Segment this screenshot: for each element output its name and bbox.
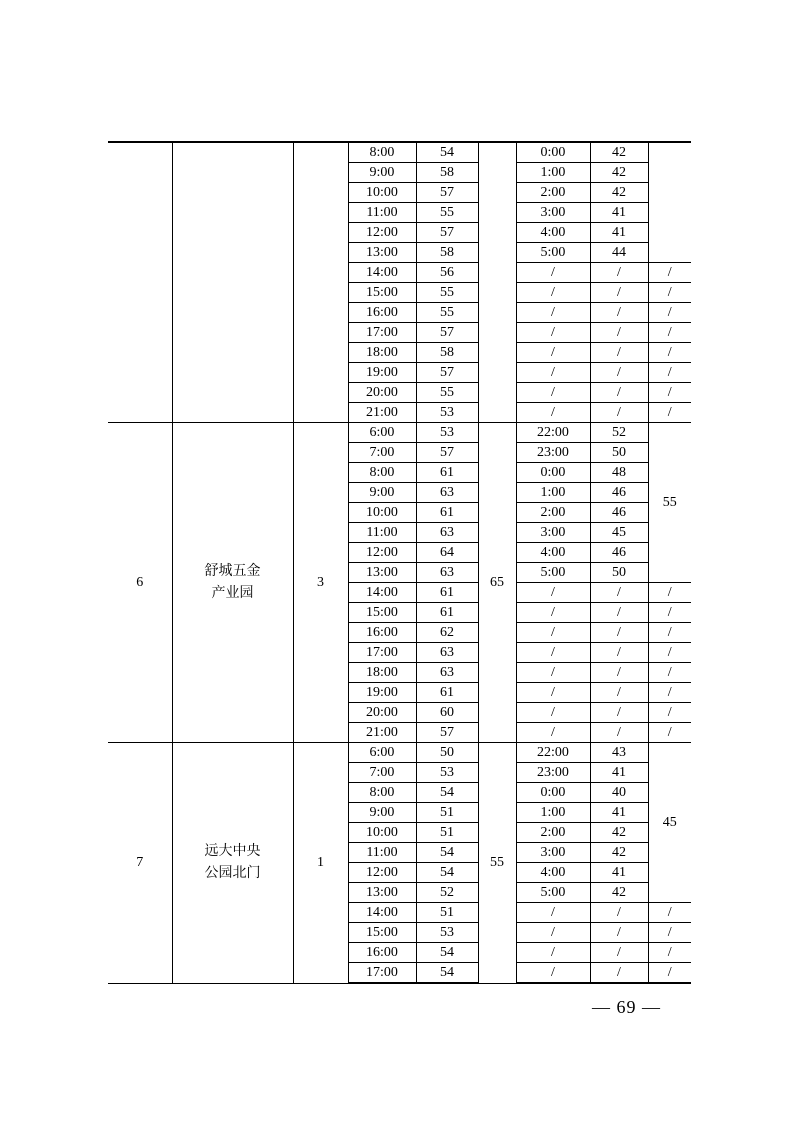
night-value-empty: / (590, 583, 648, 603)
point-count (293, 142, 348, 423)
day-value: 62 (416, 623, 478, 643)
night-limit-empty: / (648, 683, 691, 703)
night-limit: 45 (648, 743, 691, 903)
night-time-empty: / (516, 683, 590, 703)
night-time: 4:00 (516, 223, 590, 243)
day-value: 61 (416, 463, 478, 483)
night-value: 42 (590, 183, 648, 203)
night-value-empty: / (590, 723, 648, 743)
night-value: 44 (590, 243, 648, 263)
night-value-empty: / (590, 643, 648, 663)
day-value: 57 (416, 363, 478, 383)
night-time-empty: / (516, 703, 590, 723)
night-value-empty: / (590, 683, 648, 703)
night-limit-empty: / (648, 363, 691, 383)
night-value: 41 (590, 803, 648, 823)
night-limit-empty: / (648, 963, 691, 984)
day-time: 8:00 (348, 783, 416, 803)
day-value: 54 (416, 963, 478, 984)
night-time-empty: / (516, 903, 590, 923)
day-value: 52 (416, 883, 478, 903)
point-number (108, 142, 172, 423)
day-value: 54 (416, 142, 478, 163)
night-value: 46 (590, 503, 648, 523)
day-value: 53 (416, 763, 478, 783)
day-value: 61 (416, 683, 478, 703)
night-value: 42 (590, 142, 648, 163)
night-time-empty: / (516, 663, 590, 683)
night-time: 1:00 (516, 803, 590, 823)
point-name-line: 远大中央 (204, 843, 261, 859)
night-value: 42 (590, 823, 648, 843)
night-limit-empty: / (648, 403, 691, 423)
day-value: 61 (416, 503, 478, 523)
day-value: 58 (416, 343, 478, 363)
night-limit-empty: / (648, 383, 691, 403)
day-time: 16:00 (348, 623, 416, 643)
day-limit (478, 142, 516, 423)
day-value: 57 (416, 183, 478, 203)
day-time: 15:00 (348, 923, 416, 943)
night-limit-empty: / (648, 643, 691, 663)
point-name (172, 142, 293, 423)
day-time: 20:00 (348, 383, 416, 403)
night-value: 42 (590, 883, 648, 903)
point-name (172, 423, 293, 743)
night-limit-empty: / (648, 603, 691, 623)
night-time: 2:00 (516, 823, 590, 843)
night-value: 41 (590, 223, 648, 243)
day-value: 53 (416, 403, 478, 423)
day-value: 61 (416, 583, 478, 603)
day-value: 54 (416, 843, 478, 863)
day-time: 9:00 (348, 803, 416, 823)
night-value-empty: / (590, 403, 648, 423)
night-value-empty: / (590, 303, 648, 323)
night-time-empty: / (516, 623, 590, 643)
night-limit-empty: / (648, 303, 691, 323)
night-time-empty: / (516, 603, 590, 623)
day-value: 51 (416, 903, 478, 923)
day-value: 53 (416, 423, 478, 443)
night-limit-empty: / (648, 943, 691, 963)
day-time: 14:00 (348, 583, 416, 603)
day-time: 13:00 (348, 883, 416, 903)
night-value: 50 (590, 563, 648, 583)
point-number: 7 (108, 743, 172, 984)
day-time: 7:00 (348, 763, 416, 783)
night-value: 42 (590, 163, 648, 183)
night-limit-empty: / (648, 343, 691, 363)
day-time: 15:00 (348, 283, 416, 303)
point-name-line: 公园北门 (204, 865, 261, 881)
table-row (108, 423, 691, 443)
day-value: 51 (416, 823, 478, 843)
night-time: 5:00 (516, 883, 590, 903)
night-time-empty: / (516, 923, 590, 943)
day-value: 54 (416, 863, 478, 883)
day-time: 17:00 (348, 963, 416, 984)
night-time: 22:00 (516, 743, 590, 763)
point-number: 6 (108, 423, 172, 743)
night-value-empty: / (590, 323, 648, 343)
day-value: 54 (416, 783, 478, 803)
day-time: 6:00 (348, 423, 416, 443)
day-time: 12:00 (348, 863, 416, 883)
night-time: 1:00 (516, 163, 590, 183)
night-time-empty: / (516, 383, 590, 403)
point-count: 3 (293, 423, 348, 743)
day-value: 55 (416, 203, 478, 223)
night-time-empty: / (516, 403, 590, 423)
point-name-line: 产业园 (211, 585, 254, 601)
day-value: 50 (416, 743, 478, 763)
night-value: 52 (590, 423, 648, 443)
night-time: 1:00 (516, 483, 590, 503)
night-time-empty: / (516, 343, 590, 363)
day-value: 55 (416, 303, 478, 323)
night-limit-empty: / (648, 663, 691, 683)
day-value: 63 (416, 483, 478, 503)
day-time: 8:00 (348, 463, 416, 483)
night-value-empty: / (590, 663, 648, 683)
day-time: 16:00 (348, 943, 416, 963)
day-time: 8:00 (348, 142, 416, 163)
night-time: 22:00 (516, 423, 590, 443)
night-value: 43 (590, 743, 648, 763)
night-value: 46 (590, 543, 648, 563)
day-value: 58 (416, 243, 478, 263)
night-time: 5:00 (516, 243, 590, 263)
night-time: 0:00 (516, 463, 590, 483)
day-value: 55 (416, 283, 478, 303)
night-value-empty: / (590, 903, 648, 923)
night-limit-empty: / (648, 323, 691, 343)
night-time: 3:00 (516, 523, 590, 543)
night-value-empty: / (590, 363, 648, 383)
day-time: 13:00 (348, 243, 416, 263)
night-time: 3:00 (516, 203, 590, 223)
day-value: 64 (416, 543, 478, 563)
day-value: 56 (416, 263, 478, 283)
day-time: 19:00 (348, 683, 416, 703)
day-time: 7:00 (348, 443, 416, 463)
day-time: 15:00 (348, 603, 416, 623)
table-row (108, 142, 691, 163)
day-time: 17:00 (348, 323, 416, 343)
night-value: 40 (590, 783, 648, 803)
night-limit-empty: / (648, 723, 691, 743)
day-limit: 65 (478, 423, 516, 743)
night-value: 41 (590, 763, 648, 783)
night-value-empty: / (590, 963, 648, 984)
night-value-empty: / (590, 623, 648, 643)
night-limit-empty: / (648, 903, 691, 923)
day-value: 55 (416, 383, 478, 403)
night-time-empty: / (516, 583, 590, 603)
day-time: 19:00 (348, 363, 416, 383)
night-time: 2:00 (516, 183, 590, 203)
night-time: 3:00 (516, 843, 590, 863)
point-name (172, 743, 293, 984)
night-time-empty: / (516, 943, 590, 963)
day-value: 57 (416, 223, 478, 243)
day-time: 10:00 (348, 823, 416, 843)
day-value: 57 (416, 323, 478, 343)
night-value-empty: / (590, 703, 648, 723)
day-value: 63 (416, 663, 478, 683)
night-time: 5:00 (516, 563, 590, 583)
day-time: 17:00 (348, 643, 416, 663)
day-value: 54 (416, 943, 478, 963)
night-value-empty: / (590, 263, 648, 283)
day-value: 57 (416, 723, 478, 743)
night-time-empty: / (516, 263, 590, 283)
day-value: 60 (416, 703, 478, 723)
night-value: 46 (590, 483, 648, 503)
day-value: 53 (416, 923, 478, 943)
night-time-empty: / (516, 643, 590, 663)
night-value-empty: / (590, 383, 648, 403)
night-time: 4:00 (516, 543, 590, 563)
day-time: 14:00 (348, 263, 416, 283)
day-time: 21:00 (348, 403, 416, 423)
day-value: 57 (416, 443, 478, 463)
night-time: 0:00 (516, 142, 590, 163)
night-time-empty: / (516, 363, 590, 383)
night-value: 42 (590, 843, 648, 863)
day-time: 10:00 (348, 183, 416, 203)
table-row (108, 743, 691, 763)
night-time: 4:00 (516, 863, 590, 883)
night-time: 23:00 (516, 763, 590, 783)
night-limit-empty: / (648, 583, 691, 603)
day-time: 14:00 (348, 903, 416, 923)
day-time: 6:00 (348, 743, 416, 763)
day-value: 63 (416, 563, 478, 583)
night-value-empty: / (590, 283, 648, 303)
night-value-empty: / (590, 943, 648, 963)
night-time-empty: / (516, 323, 590, 343)
day-time: 18:00 (348, 343, 416, 363)
day-time: 10:00 (348, 503, 416, 523)
day-time: 16:00 (348, 303, 416, 323)
night-value-empty: / (590, 923, 648, 943)
night-time-empty: / (516, 303, 590, 323)
night-value: 45 (590, 523, 648, 543)
night-limit-empty: / (648, 923, 691, 943)
day-time: 11:00 (348, 203, 416, 223)
night-time: 2:00 (516, 503, 590, 523)
day-time: 18:00 (348, 663, 416, 683)
day-time: 20:00 (348, 703, 416, 723)
night-limit-empty: / (648, 283, 691, 303)
night-limit (648, 142, 691, 263)
day-time: 9:00 (348, 483, 416, 503)
night-value: 50 (590, 443, 648, 463)
noise-monitoring-table (108, 141, 691, 984)
day-value: 58 (416, 163, 478, 183)
night-limit-empty: / (648, 703, 691, 723)
night-time-empty: / (516, 723, 590, 743)
night-value-empty: / (590, 603, 648, 623)
night-limit: 55 (648, 423, 691, 583)
day-value: 51 (416, 803, 478, 823)
day-time: 21:00 (348, 723, 416, 743)
night-value: 41 (590, 863, 648, 883)
day-time: 12:00 (348, 543, 416, 563)
point-count: 1 (293, 743, 348, 984)
night-time: 23:00 (516, 443, 590, 463)
day-value: 63 (416, 643, 478, 663)
night-time: 0:00 (516, 783, 590, 803)
day-time: 12:00 (348, 223, 416, 243)
night-time-empty: / (516, 283, 590, 303)
page-number: — 69 — (592, 997, 661, 1017)
night-value-empty: / (590, 343, 648, 363)
night-value: 41 (590, 203, 648, 223)
day-time: 11:00 (348, 523, 416, 543)
day-limit: 55 (478, 743, 516, 984)
night-limit-empty: / (648, 263, 691, 283)
day-time: 13:00 (348, 563, 416, 583)
night-limit-empty: / (648, 623, 691, 643)
day-value: 63 (416, 523, 478, 543)
day-value: 61 (416, 603, 478, 623)
night-time-empty: / (516, 963, 590, 984)
point-name-line: 舒城五金 (204, 563, 261, 579)
day-time: 9:00 (348, 163, 416, 183)
night-value: 48 (590, 463, 648, 483)
day-time: 11:00 (348, 843, 416, 863)
